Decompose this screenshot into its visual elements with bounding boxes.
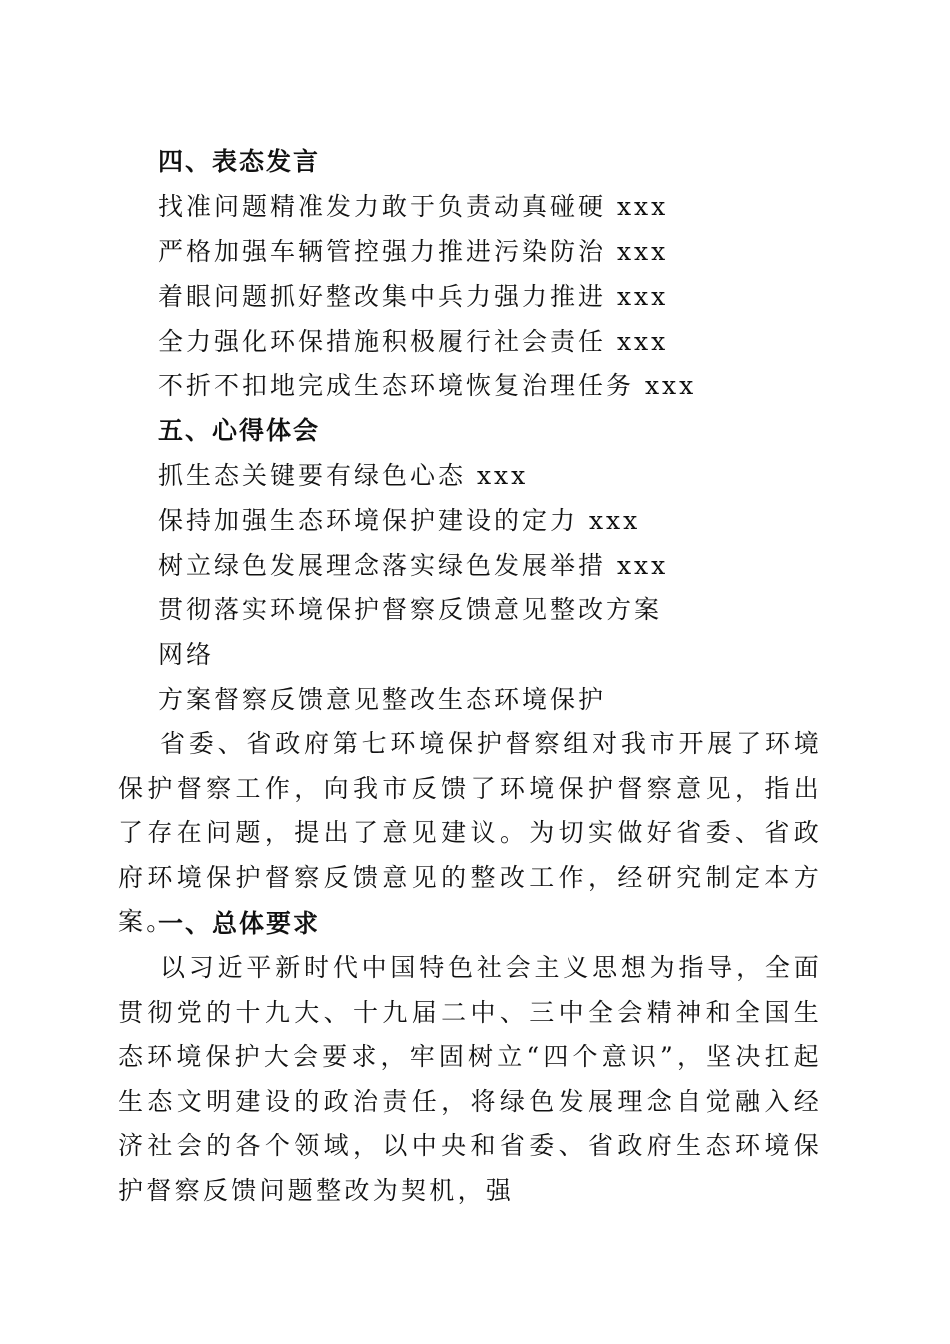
- experience-item-5: 网络: [158, 640, 215, 669]
- experience-item-6: 方案督察反馈意见整改生态环境保护: [158, 685, 607, 714]
- section-1-paragraph: 以习近平新时代中国特色社会主义思想为指导，全面贯彻党的十九大、十九届二中、三中全会精神和全国生态环境保护大会要求，牢固树立“四个意识”，坚决扛起生态文明建设的政治责任，将绿色发展理念自觉融入经济社会的各个领域，以中央和省委、省政府生态环境保护督察反馈问题整改为契机，强: [118, 953, 822, 1205]
- speech-item-5: 不折不扣地完成生态环境恢复治理任务 xxx: [158, 371, 697, 400]
- speech-item-3: 着眼问题抓好整改集中兵力强力推进 xxx: [158, 282, 669, 311]
- speech-item-1: 找准问题精准发力敢于负责动真碰硬 xxx: [158, 192, 669, 221]
- experience-item-3: 树立绿色发展理念落实绿色发展举措 xxx: [158, 551, 669, 580]
- speech-item-2: 严格加强车辆管控强力推进污染防治 xxx: [158, 237, 669, 266]
- experience-item-4: 贯彻落实环境保护督察反馈意见整改方案: [158, 595, 663, 624]
- section-4-heading: 四、表态发言: [158, 147, 321, 176]
- experience-item-1: 抓生态关键要有绿色心态 xxx: [158, 461, 529, 490]
- section-1-heading: 一、总体要求: [158, 909, 321, 938]
- experience-item-2: 保持加强生态环境保护建设的定力 xxx: [158, 506, 641, 535]
- intro-paragraph: 省委、省政府第七环境保护督察组对我市开展了环境保护督察工作，向我市反馈了环境保护督察意见，指出了存在问题，提出了意见建议。为切实做好省委、省政府环境保护督察反馈意见的整改工作，经研究制定本方案。: [118, 729, 822, 936]
- speech-item-4: 全力强化环保措施积极履行社会责任 xxx: [158, 327, 669, 356]
- section-5-heading: 五、心得体会: [158, 416, 321, 445]
